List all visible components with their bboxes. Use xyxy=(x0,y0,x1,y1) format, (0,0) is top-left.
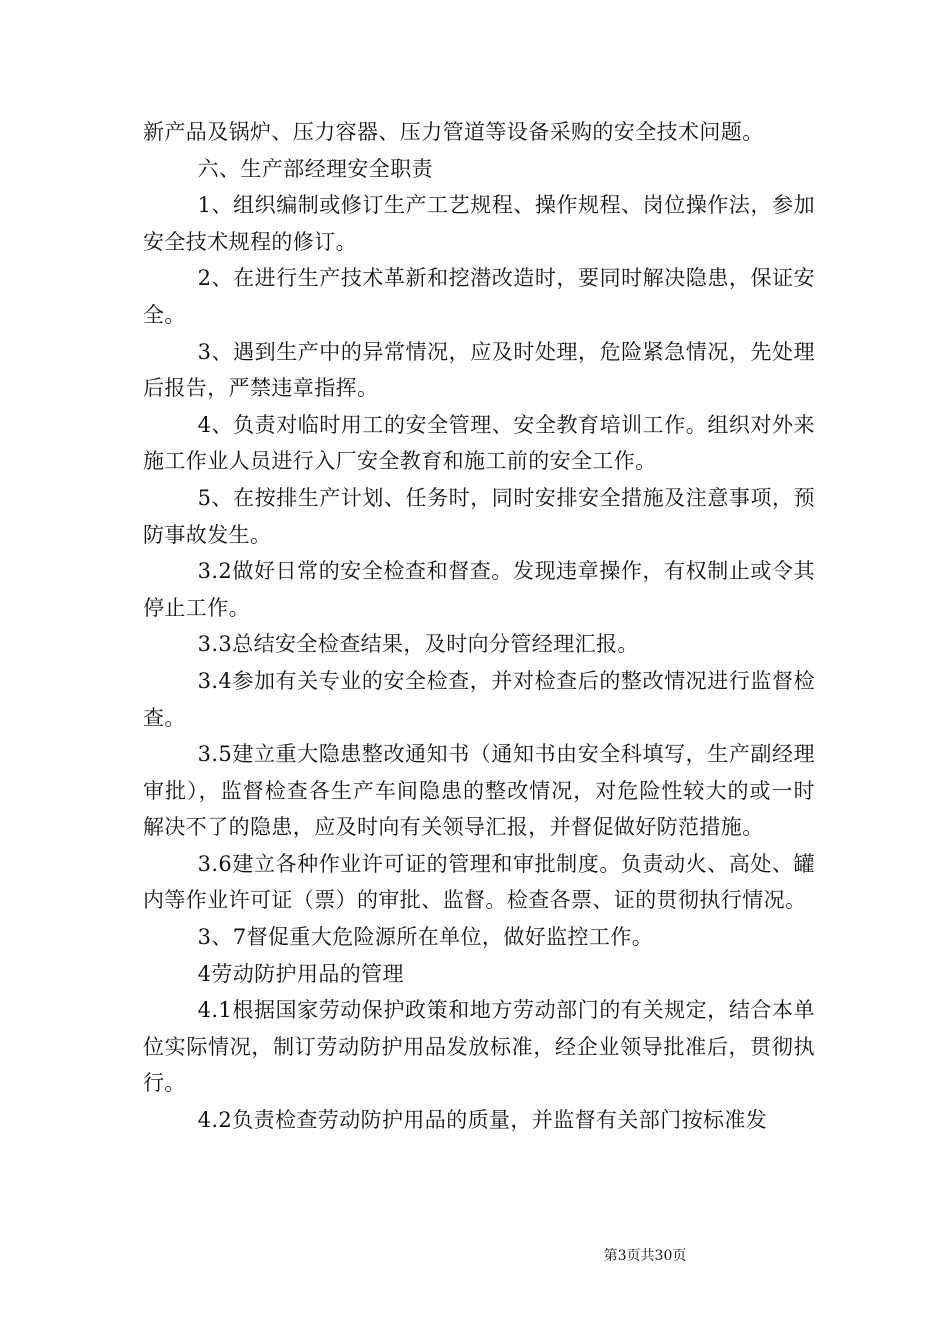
paragraph: 3、7督促重大危险源所在单位，做好监控工作。 xyxy=(197,925,654,950)
paragraph: 4、负责对临时用工的安全管理、安全教育培训工作。组织对外来施工作业人员进行入厂安全教育和施工前的安全工作。 xyxy=(143,412,815,474)
paragraph: 2、在进行生产技术革新和挖潜改造时，要同时解决隐患，保证安全。 xyxy=(143,266,815,327)
paragraph: 4.1根据国家劳动保护政策和地方劳动部门的有关规定，结合本单位实际情况，制订劳动防护用品发放标准，经企业领导批准后，贯彻执行。 xyxy=(143,998,815,1096)
document-body xyxy=(143,114,815,1139)
paragraph: 3.4参加有关专业的安全检查，并对检查后的整改情况进行监督检查。 xyxy=(143,668,815,730)
paragraph: 5、在按排生产计划、任务时，同时安排安全措施及注意事项，预防事故发生。 xyxy=(143,485,815,547)
paragraph: 4.2负责检查劳动防护用品的质量，并监督有关部门按标准发 xyxy=(197,1108,768,1133)
paragraph: 六、生产部经理安全职责 xyxy=(197,156,433,181)
paragraph: 3、遇到生产中的异常情况，应及时处理，危险紧急情况，先处理后报告，严禁违章指挥。 xyxy=(143,339,815,401)
paragraph: 3.2做好日常的安全检查和督查。发现违章操作，有权制止或令其停止工作。 xyxy=(143,559,815,620)
paragraph: 新产品及锅炉、压力容器、压力管道等设备采购的安全技术问题。 xyxy=(143,120,764,144)
paragraph: 3.6建立各种作业许可证的管理和审批制度。负责动火、高处、罐内等作业许可证（票）的审批、监督。检查各票、证的贯彻执行情况。 xyxy=(143,851,815,913)
paragraph: 1、组织编制或修订生产工艺规程、操作规程、岗位操作法，参加安全技术规程的修订。 xyxy=(143,193,815,254)
paragraph: 3.5建立重大隐患整改通知书（通知书由安全科填写，生产副经理审批），监督检查各生产车间隐患的整改情况，对危险性较大的或一时解决不了的隐患，应及时向有关领导汇报，并督促做好防范措施。 xyxy=(143,742,815,840)
paragraph: 4劳动防护用品的管理 xyxy=(197,961,404,986)
page-number-footer: 第3页共30页 xyxy=(603,1248,687,1264)
paragraph: 3.3总结安全检查结果，及时向分管经理汇报。 xyxy=(197,632,639,657)
